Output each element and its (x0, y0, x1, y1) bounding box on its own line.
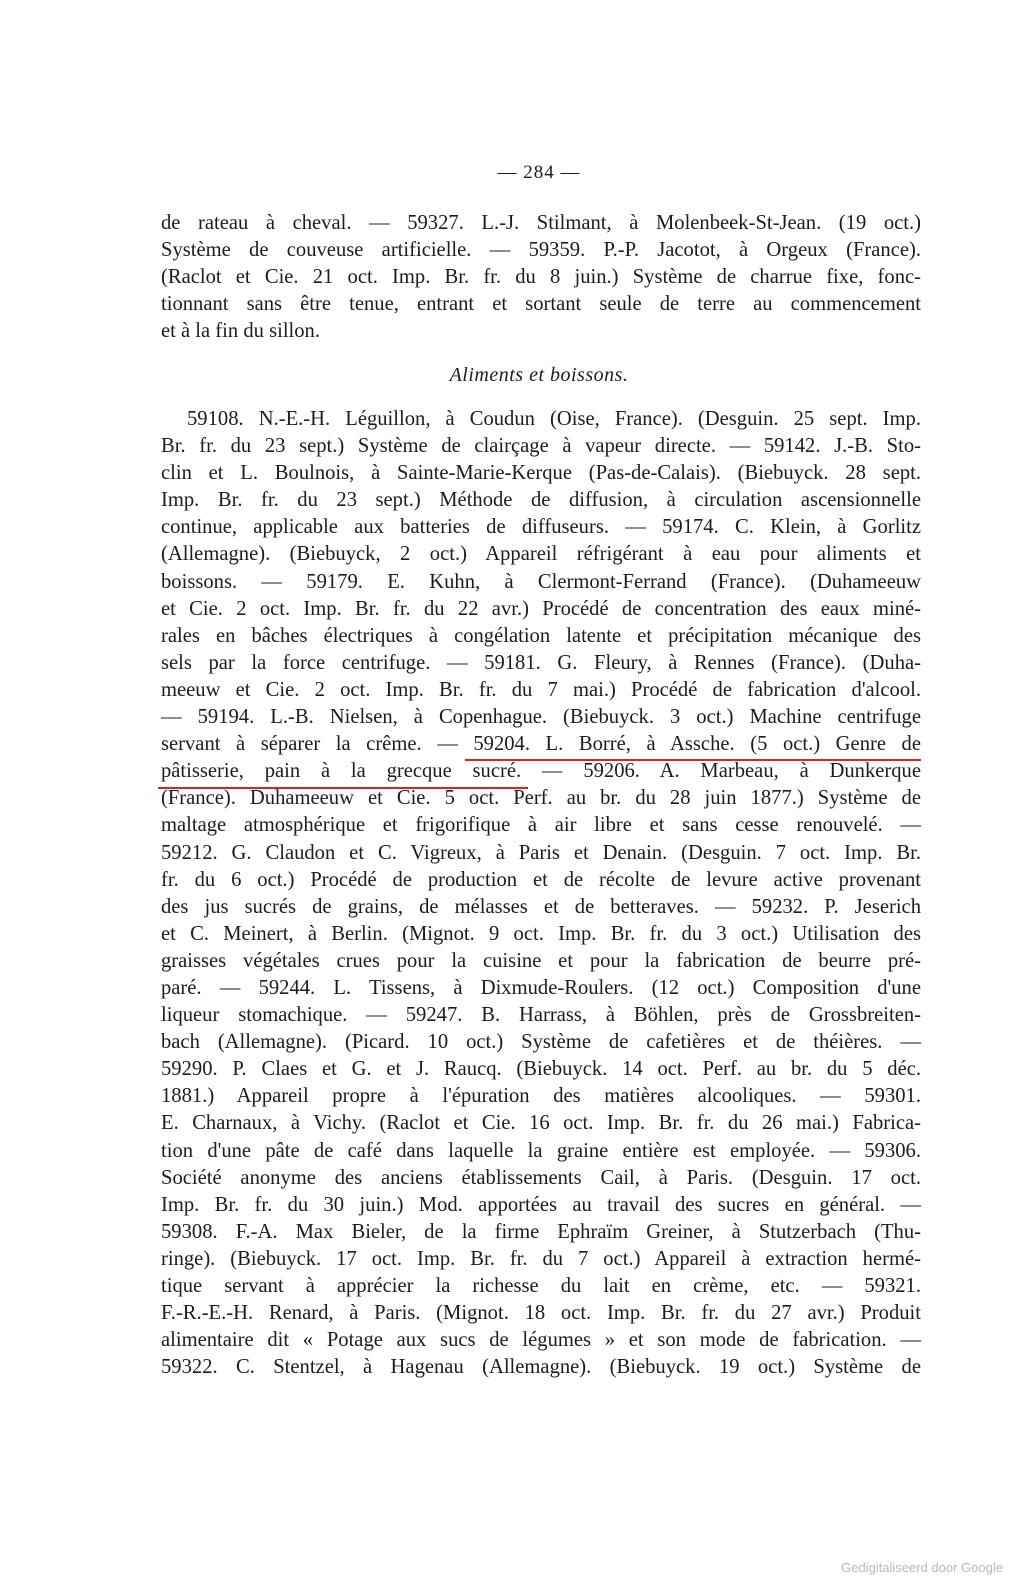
text-line: 59322. C. Stentzel, à Hagenau (Allemagne). (Biebuyck. 19 oct.) Système de (161, 1356, 921, 1379)
text-line: 59290. P. Claes et G. et J. Raucq. (Biebuyck. 14 oct. Perf. au br. du 5 déc. (161, 1058, 921, 1081)
red-underline-annotation (465, 759, 921, 761)
text-line: graisses végétales crues pour la cuisine et pour la fabrication de beurre pré- (161, 949, 921, 972)
text-line: 1881.) Appareil propre à l'épuration des matières alcooliques. — 59301. (161, 1085, 921, 1108)
text-line: sels par la force centrifuge. — 59181. G. Fleury, à Rennes (France). (Duha- (161, 651, 921, 674)
text-line: et à la fin du sillon. (161, 320, 320, 343)
text-line: bach (Allemagne). (Picard. 10 oct.) Système de cafetières et de théières. — (161, 1031, 921, 1054)
text-line: Imp. Br. fr. du 30 juin.) Mod. apportées au travail des sucres en général. — (161, 1193, 921, 1216)
text-line: et C. Meinert, à Berlin. (Mignot. 9 oct. Imp. Br. fr. du 3 oct.) Utilisation des (161, 922, 921, 945)
main-paragraph (161, 406, 921, 1381)
text-line: boissons. — 59179. E. Kuhn, à Clermont-Ferrand (France). (Duhameeuw (161, 570, 921, 593)
text-line: (France). Duhameeuw et Cie. 5 oct. Perf. au br. du 28 juin 1877.) Système de (161, 787, 921, 810)
text-line: paré. — 59244. L. Tissens, à Dixmude-Roulers. (12 oct.) Composition d'une (161, 976, 921, 999)
text-line: pâtisserie, pain à la grecque sucré. — 59206. A. Marbeau, à Dunkerque (161, 760, 921, 783)
text-line: (Allemagne). (Biebuyck, 2 oct.) Appareil réfrigérant à eau pour aliments et (161, 543, 921, 566)
text-line: (Raclot et Cie. 21 oct. Imp. Br. fr. du 8 juin.) Système de charrue fixe, fonc- (161, 266, 921, 289)
text-line: 59108. N.-E.-H. Léguillon, à Coudun (Oise, France). (Desguin. 25 sept. Imp. (187, 408, 921, 430)
digitization-watermark: Gedigitaliseerd door Google (841, 1560, 1003, 1575)
text-line: rales en bâches électriques à congélation latente et précipitation mécanique des (161, 624, 921, 647)
section-title: Aliments et boissons. (449, 364, 629, 386)
intro-paragraph (161, 210, 921, 345)
text-line: Système de couveuse artificielle. — 59359. P.-P. Jacotot, à Orgeux (France). (161, 239, 921, 262)
text-line: 59212. G. Claudon et C. Vigreux, à Paris et Denain. (Desguin. 7 oct. Imp. Br. (161, 841, 921, 864)
text-line: Br. fr. du 23 sept.) Système de clairçage à vapeur directe. — 59142. J.-B. Sto- (161, 435, 921, 458)
text-line: — 59194. L.-B. Nielsen, à Copenhague. (Biebuyck. 3 oct.) Machine centrifuge (161, 706, 921, 729)
text-line: Imp. Br. fr. du 23 sept.) Méthode de diffusion, à circulation ascensionnelle (161, 489, 921, 512)
text-line: alimentaire dit « Potage aux sucs de légumes » et son mode de fabrication. — (161, 1329, 921, 1352)
text-line: tique servant à apprécier la richesse du lait en crème, etc. — 59321. (161, 1275, 921, 1297)
text-line: E. Charnaux, à Vichy. (Raclot et Cie. 16 oct. Imp. Br. fr. du 26 mai.) Fabrica- (161, 1112, 921, 1135)
text-line: 59308. F.-A. Max Bieler, de la firme Ephraïm Greiner, à Stutzerbach (Thu- (161, 1220, 921, 1243)
text-line: tion d'une pâte de café dans laquelle la graine entière est employée. — 59306. (161, 1139, 921, 1162)
text-line: continue, applicable aux batteries de diffuseurs. — 59174. C. Klein, à Gorlitz (161, 516, 921, 539)
text-line: F.-R.-E.-H. Renard, à Paris. (Mignot. 18 oct. Imp. Br. fr. du 27 avr.) Produit (161, 1302, 921, 1325)
text-line: fr. du 6 oct.) Procédé de production et de récolte de levure active provenant (161, 868, 921, 891)
text-line: de rateau à cheval. — 59327. L.-J. Stilmant, à Molenbeek-St-Jean. (19 oct.) (161, 212, 921, 234)
text-line: clin et L. Boulnois, à Sainte-Marie-Kerque (Pas-de-Calais). (Biebuyck. 28 sept. (161, 462, 921, 485)
page-number: — 284 — (497, 162, 581, 183)
text-line: des jus sucrés de grains, de mélasses et de betteraves. — 59232. P. Jeserich (161, 895, 921, 918)
text-line: Société anonyme des anciens établissements Cail, à Paris. (Desguin. 17 oct. (161, 1166, 921, 1189)
text-line: liqueur stomachique. — 59247. B. Harrass, à Böhlen, près de Grossbreiten- (161, 1004, 921, 1027)
text-line: et Cie. 2 oct. Imp. Br. fr. du 22 avr.) Procédé de concentration des eaux miné- (161, 597, 921, 620)
text-line: ringe). (Biebuyck. 17 oct. Imp. Br. fr. du 7 oct.) Appareil à extraction hermé- (161, 1247, 921, 1270)
red-underline-annotation (158, 787, 528, 789)
text-line: meeuw et Cie. 2 oct. Imp. Br. fr. du 7 mai.) Procédé de fabrication d'alcool. (161, 678, 921, 701)
text-line: servant à séparer la crême. — 59204. L. Borré, à Assche. (5 oct.) Genre de (161, 733, 921, 756)
text-line: maltage atmosphérique et frigorifique à air libre et sans cesse renouvelé. — (161, 814, 921, 837)
text-line: tionnant sans être tenue, entrant et sortant seule de terre au commencement (161, 293, 921, 316)
